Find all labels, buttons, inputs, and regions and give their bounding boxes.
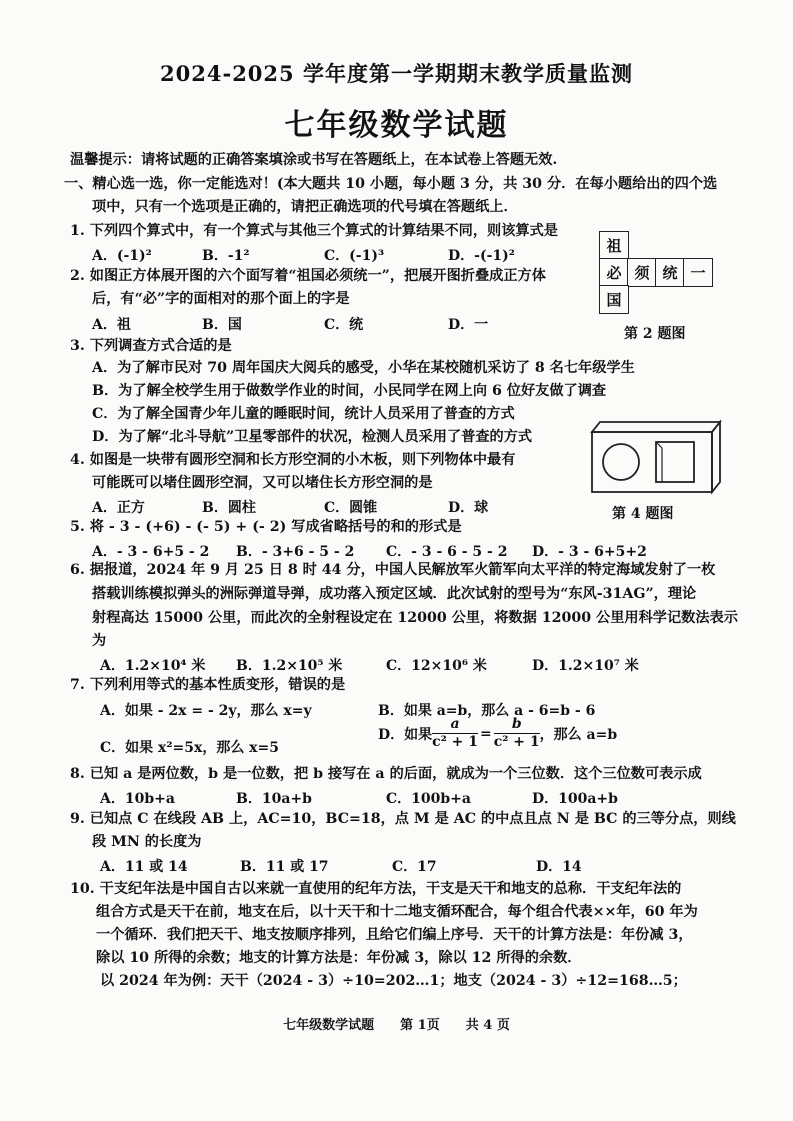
q6-number: 6.: [70, 562, 85, 578]
q9-option-b: B．11 或 17: [240, 859, 329, 875]
q8-text: 已知 a 是两位数，b 是一位数，把 b 接写在 a 的后面，就成为一个三位数．这个三位数可表示成: [89, 766, 702, 782]
q2-stem-line1: [70, 266, 546, 286]
q5-option-c: C．- 3 - 6 - 5 - 2: [386, 544, 508, 560]
q7-d-denominator-left: c² + 1: [432, 734, 479, 750]
q8-option-c: C．100b+a: [386, 791, 471, 807]
q6-option-a: A．1.2×10⁴ 米: [100, 658, 206, 674]
q7-d-prefix: D．如果: [378, 726, 433, 743]
q9-text-1: 已知点 C 在线段 AB 上，AC=10，BC=18，点 M 是 AC 的中点且点 N 是 BC 的三等分点，则线: [89, 811, 736, 827]
q9-option-c: C．17: [392, 859, 437, 875]
q7-number: 7.: [70, 677, 85, 693]
q5-option-b: B．- 3+6 - 5 - 2: [236, 544, 355, 560]
exam-header-title: 2024-2025 学年度第一学期期末教学质量监测: [160, 61, 633, 86]
q4-stem-line2: 可能既可以堵住圆形空洞，又可以堵住长方形空洞的是: [92, 475, 433, 491]
net-cell-1: 祖: [599, 231, 629, 260]
q1-option-b: B．-1²: [202, 248, 250, 264]
q8-option-d: D．100a+b: [532, 791, 618, 807]
q4-number: 4.: [70, 452, 85, 468]
q7-option-b: B．如果 a=b，那么 a - 6=b - 6: [378, 703, 596, 719]
q7-d-numerator-right: b: [494, 716, 540, 734]
q9-number: 9.: [70, 811, 85, 827]
q3-option-b: B．为了解全校学生用于做数学作业的时间，小民同学在网上向 6 位好友做了调查: [92, 383, 607, 399]
q7-option-a: A．如果 - 2x = - 2y，那么 x=y: [100, 703, 312, 719]
q3-option-d: D．为了解“北斗导航”卫星零部件的状况，检测人员采用了普查的方式: [92, 429, 533, 445]
q3-stem: [70, 336, 232, 356]
q6-option-c: C．12×10⁶ 米: [386, 658, 487, 674]
q8-stem: [70, 764, 702, 784]
q7-d-fraction-left: [432, 716, 478, 751]
q2-stem-line2: 后，有“必”字的面相对的那个面上的字是: [92, 291, 350, 307]
q5-option-d: D．- 3 - 6+5+2: [532, 544, 647, 560]
q2-figure-caption: 第 2 题图: [624, 326, 686, 342]
q4-option-a: A．正方: [92, 500, 145, 516]
q6-option-d: D．1.2×10⁷ 米: [532, 658, 639, 674]
q7-d-equals: =: [480, 725, 492, 742]
q4-option-c: C．圆锥: [324, 500, 378, 516]
q5-option-a: A．- 3 - 6+5 - 2: [92, 544, 210, 560]
q4-stem-line1: [70, 450, 515, 470]
q10-text-1: 干支纪年法是中国自古以来就一直使用的纪年方法，干支是天干和地支的总称．干支纪年法的: [99, 881, 682, 897]
q6-line4: 为: [92, 633, 107, 649]
q2-option-d: D．一: [448, 317, 489, 333]
q2-text-1: 如图正方体展开图的六个面写着“祖国必须统一”，把展开图折叠成正方体: [89, 268, 546, 284]
q6-text-1: 据报道，2024 年 9 月 25 日 8 时 44 分，中国人民解放军火箭军向太平洋的特定海域发射了一枚: [89, 562, 716, 578]
q8-option-b: B．10a+b: [236, 791, 312, 807]
q7-d-denominator-right: c² + 1: [493, 734, 540, 750]
q2-option-c: C．统: [324, 317, 364, 333]
q7-d-numerator-left: a: [432, 716, 478, 734]
q3-number: 3.: [70, 338, 85, 354]
q1-option-c: C．(-1)³: [324, 248, 385, 264]
q10-line5: 以 2024 年为例：天干（2024 - 3）÷10=202…1；地支（2024 - 3）÷12=168…5；: [100, 973, 687, 989]
net-cell-2: 必: [599, 258, 629, 287]
q3-option-c: C．为了解全国青少年儿童的睡眠时间，统计人员采用了普查的方式: [92, 406, 515, 422]
q6-option-b: B．1.2×10⁵ 米: [236, 658, 343, 674]
q6-line2: 搭载训练模拟弹头的洲际弹道导弹，成功落入预定区域．此次试射的型号为“东风-31AG”，理论: [92, 586, 697, 602]
q9-line1: [70, 809, 736, 829]
q10-line2: 组合方式是天干在前，地支在后，以十天干和十二地支循环配合，每个组合代表××年，60 年为: [96, 904, 698, 920]
q1-option-a: A．(-1)²: [92, 248, 152, 264]
q2-option-b: B．国: [202, 317, 242, 333]
q1-stem: [70, 221, 558, 241]
q7-option-c: C．如果 x²=5x，那么 x=5: [100, 740, 280, 756]
q3-option-a: A．为了解市民对 70 周年国庆大阅兵的感受，小华在某校随机采访了 8 名七年级学生: [92, 360, 635, 376]
q10-line3: 一个循环．我们把天干、地支按顺序排列，且给它们编上序号．天干的计算方法是：年份减 3，: [96, 927, 693, 943]
q4-option-b: B．圆柱: [202, 500, 256, 516]
net-cell-4: 统: [655, 258, 685, 287]
notice-text: 温馨提示：请将试题的正确答案填涂或书写在答题纸上，在本试卷上答题无效.: [70, 152, 558, 168]
q1-option-d: D．-(-1)²: [448, 248, 515, 264]
q7-stem: [70, 675, 345, 695]
q4-option-d: D．球: [448, 500, 489, 516]
section1-line1: 一、精心选一选，你一定能选对！(本大题共 10 小题，每小题 3 分，共 30 分．在每小题给出的四个选: [64, 176, 718, 192]
q9-option-a: A．11 或 14: [100, 859, 188, 875]
q2-option-a: A．祖: [92, 317, 131, 333]
section1-line2: 项中，只有一个选项是正确的，请把正确选项的代号填在答题纸上．: [92, 199, 518, 215]
net-cell-5: 一: [683, 258, 713, 287]
q6-line3: 射程高达 15000 公里，而此次的全射程设定在 12000 公里，将数据 12000 公里用科学记数法表示: [92, 610, 738, 626]
q9-option-d: D．14: [536, 859, 582, 875]
q5-stem: [70, 517, 462, 537]
q7-text: 下列利用等式的基本性质变形，错误的是: [89, 677, 346, 693]
q3-text: 下列调查方式合适的是: [89, 338, 232, 354]
q5-text: 将 - 3 - (+6) - (- 5) + (- 2) 写成省略括号的和的形式是: [89, 519, 462, 535]
q2-number: 2.: [70, 268, 85, 284]
q5-number: 5.: [70, 519, 85, 535]
q1-text: 下列四个算式中，有一个算式与其他三个算式的计算结果不同，则该算式是: [89, 223, 558, 239]
net-cell-3: 须: [627, 258, 657, 287]
q10-line4: 除以 10 所得的余数；地支的计算方法是：年份减 3，除以 12 所得的余数．: [96, 950, 582, 966]
q7-option-d: [378, 716, 617, 751]
q10-number: 10.: [70, 881, 95, 897]
q10-line1: [70, 879, 681, 899]
q8-option-a: A．10b+a: [100, 791, 175, 807]
q7-d-fraction-right: [494, 716, 540, 751]
q8-number: 8.: [70, 766, 85, 782]
q4-text-1: 如图是一块带有圆形空洞和长方形空洞的小木板，则下列物体中最有: [89, 452, 516, 468]
q1-number: 1.: [70, 223, 85, 239]
page-footer: 七年级数学试题 第 1页 共 4 页: [283, 1018, 510, 1033]
exam-subtitle: 七年级数学试题: [284, 108, 509, 143]
net-cell-6: 国: [599, 285, 629, 314]
wood-board-figure: [586, 418, 726, 498]
q6-line1: [70, 560, 715, 580]
q9-line2: 段 MN 的长度为: [92, 834, 202, 850]
q4-figure-caption: 第 4 题图: [612, 506, 674, 522]
q7-d-suffix: ，那么 a=b: [539, 726, 618, 743]
